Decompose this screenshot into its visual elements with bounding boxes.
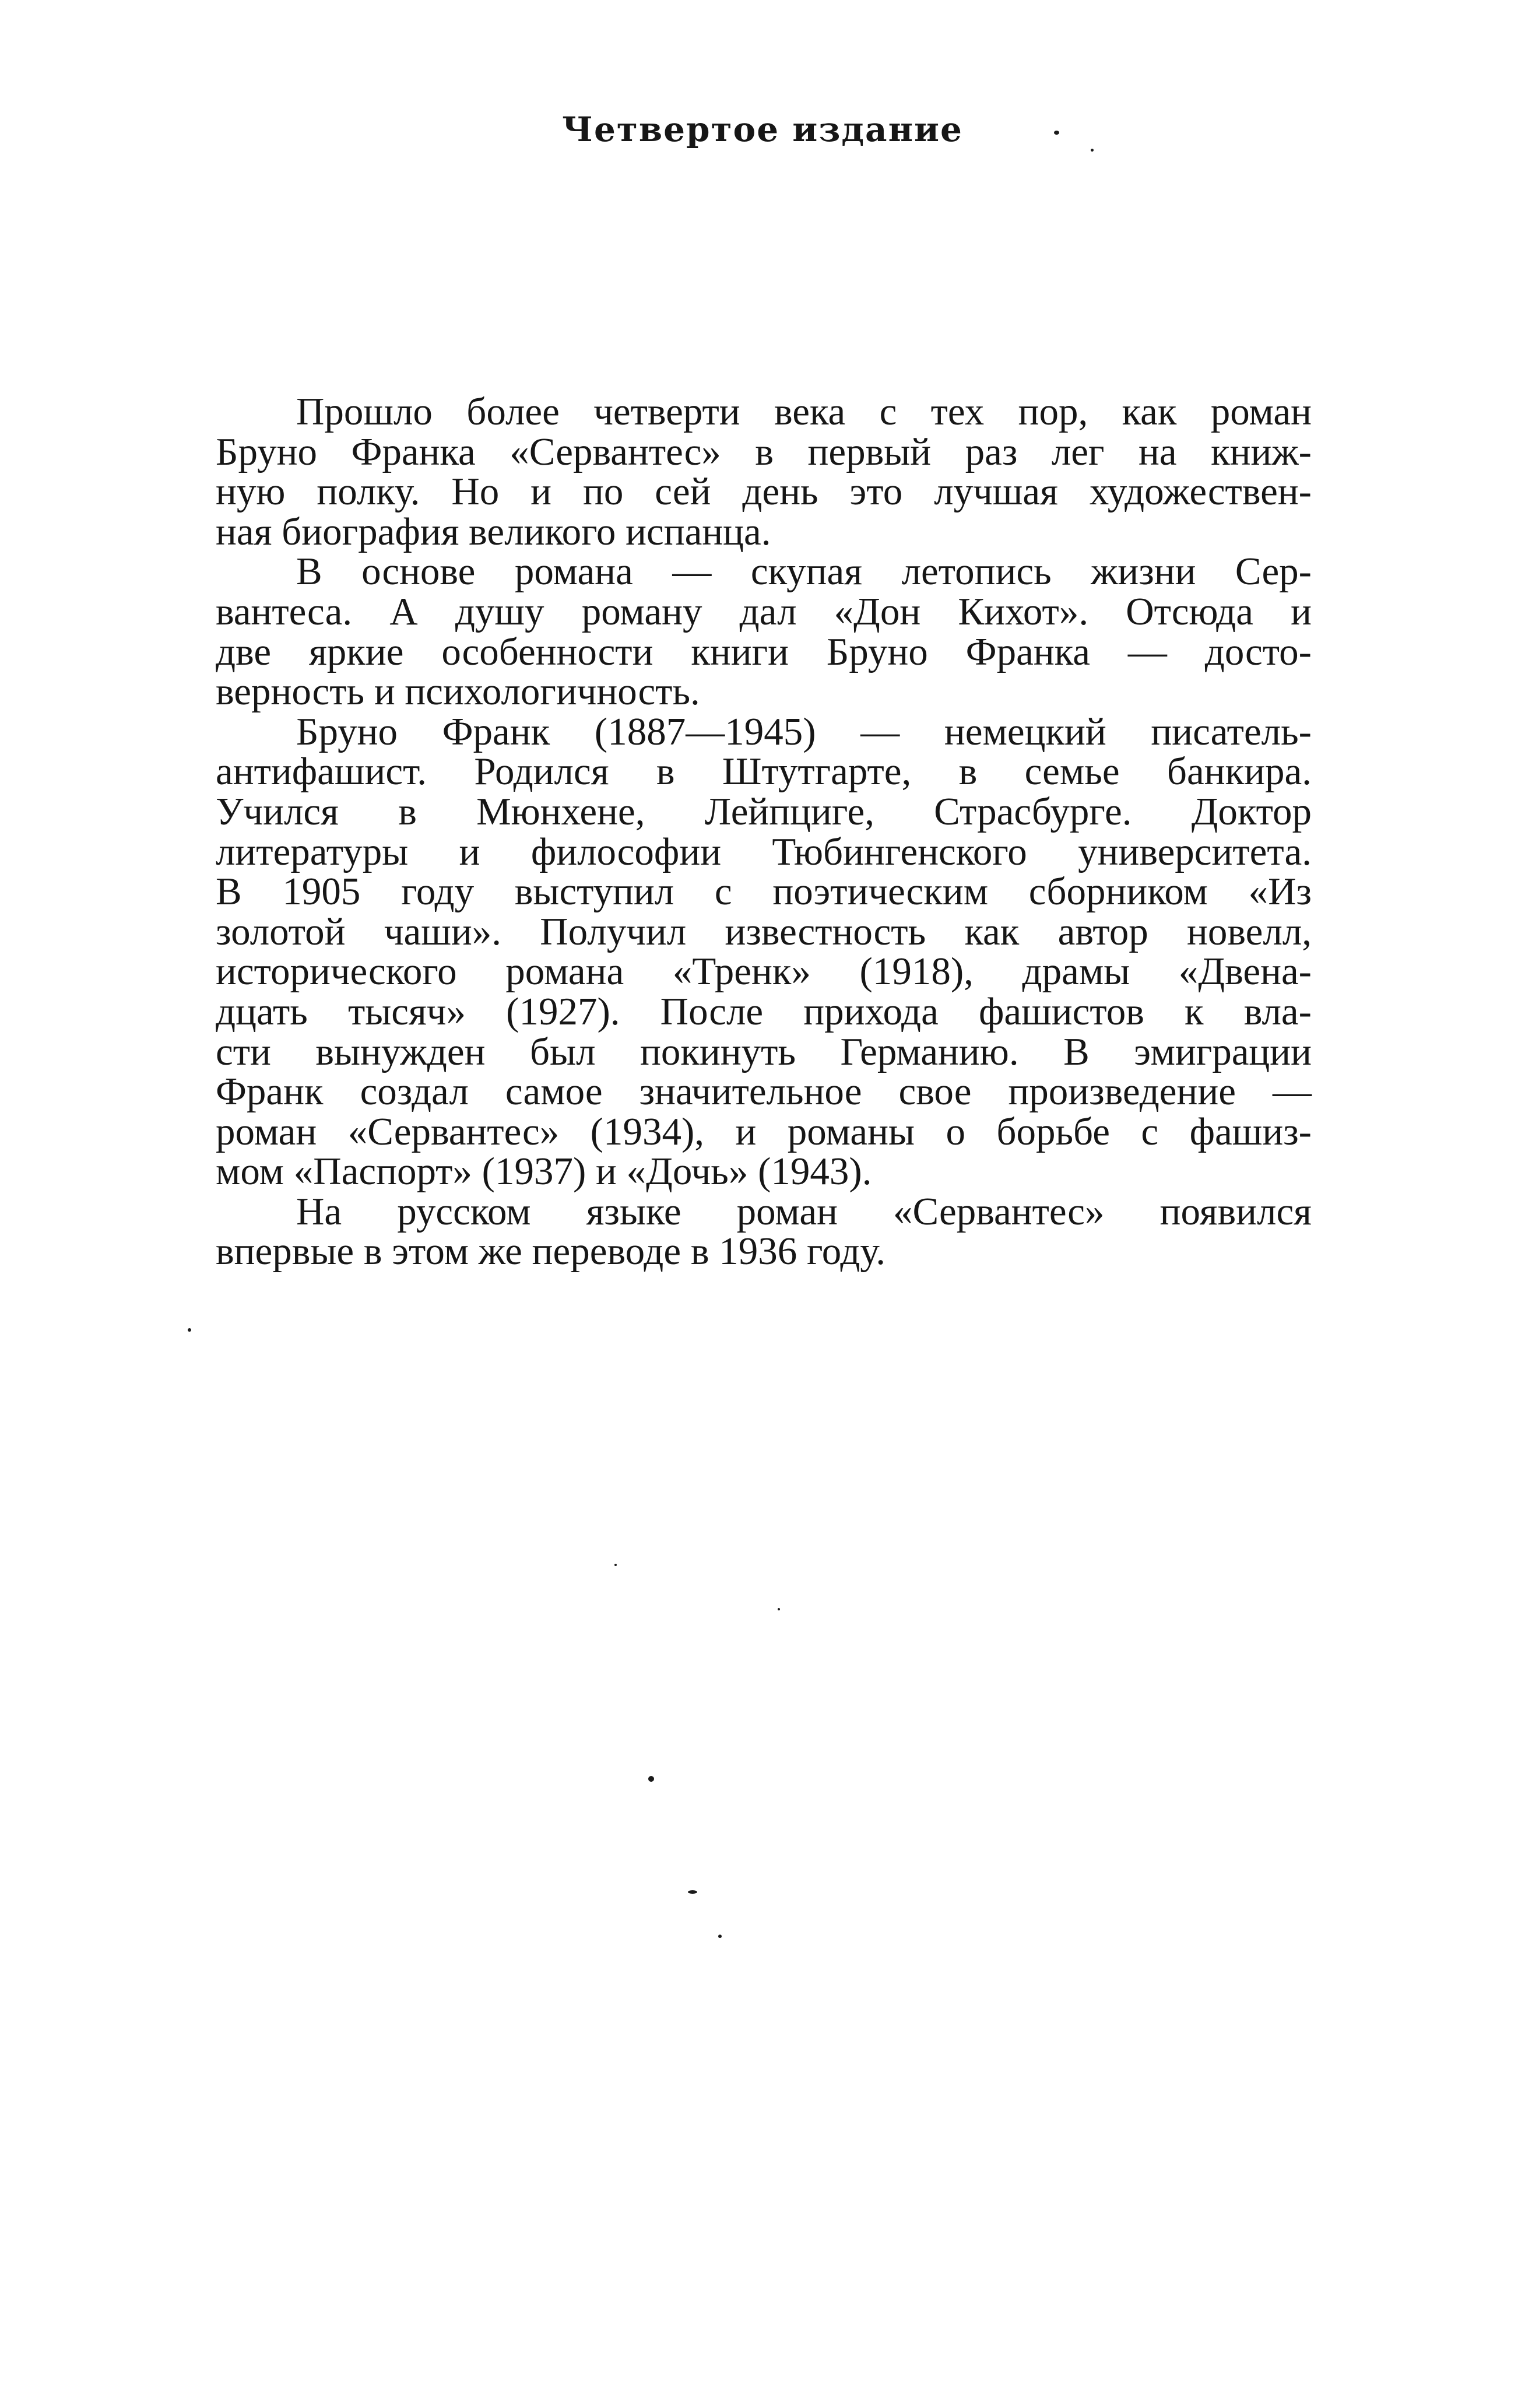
scan-speck [188, 1328, 191, 1332]
text-line: ная биография великого испанца. [216, 510, 771, 553]
scan-speck [614, 1564, 617, 1566]
scan-speck [688, 1890, 697, 1894]
text-line: Учился в Мюнхене, Лейпциге, Страсбурге. Доктор [216, 789, 1312, 833]
text-line: две яркие особенности книги Бруно Франка — досто- [216, 630, 1312, 673]
text-line: В 1905 году выступил с поэтическим сборником «Из [216, 870, 1312, 914]
text-line: сти вынужден был покинуть Германию. В эмиграции [216, 1030, 1312, 1073]
text-line: роман «Сервантес» (1934), и романы о борьбе с фашиз- [216, 1110, 1312, 1153]
text-line: верность и психологичность. [216, 670, 700, 714]
text-line: Бруно Франка «Сервантес» в первый раз лег на книж- [216, 430, 1312, 473]
text-line: антифашист. Родился в Штутгарте, в семье банкира. [216, 750, 1312, 794]
text-line: дцать тысяч» (1927). После прихода фашистов к вла- [216, 989, 1312, 1033]
text-line: впервые в этом же переводе в 1936 году. [216, 1230, 886, 1273]
text-line: Прошло более четверти века с тех пор, как роман [296, 390, 1312, 433]
scan-speck [1054, 131, 1059, 135]
scan-speck [1091, 149, 1094, 152]
text-line: мом «Паспорт» (1937) и «Дочь» (1943). [216, 1150, 872, 1194]
text-line: Бруно Франк (1887—1945) — немецкий писатель- [296, 710, 1312, 753]
text-line: литературы и философии Тюбингенского университета. [216, 830, 1312, 873]
text-line: золотой чаши». Получил известность как автор новелл, [216, 910, 1312, 953]
text-line: В основе романа — скупая летопись жизни Сер- [296, 550, 1312, 594]
scan-speck [648, 1776, 654, 1782]
text-line: ную полку. Но и по сей день это лучшая художествен- [216, 470, 1312, 514]
scan-speck [718, 1935, 722, 1938]
text-line: На русском языке роман «Сервантес» появился [296, 1189, 1312, 1233]
body-text [216, 392, 1312, 1272]
text-line: исторического романа «Тренк» (1918), драмы «Двена- [216, 950, 1312, 994]
text-line: Франк создал самое значительное свое произведение — [216, 1070, 1312, 1114]
scan-speck [778, 1608, 780, 1610]
page-heading: Четвертое издание [562, 110, 963, 149]
text-line: вантеса. А душу роману дал «Дон Кихот». Отсюда и [216, 589, 1312, 633]
